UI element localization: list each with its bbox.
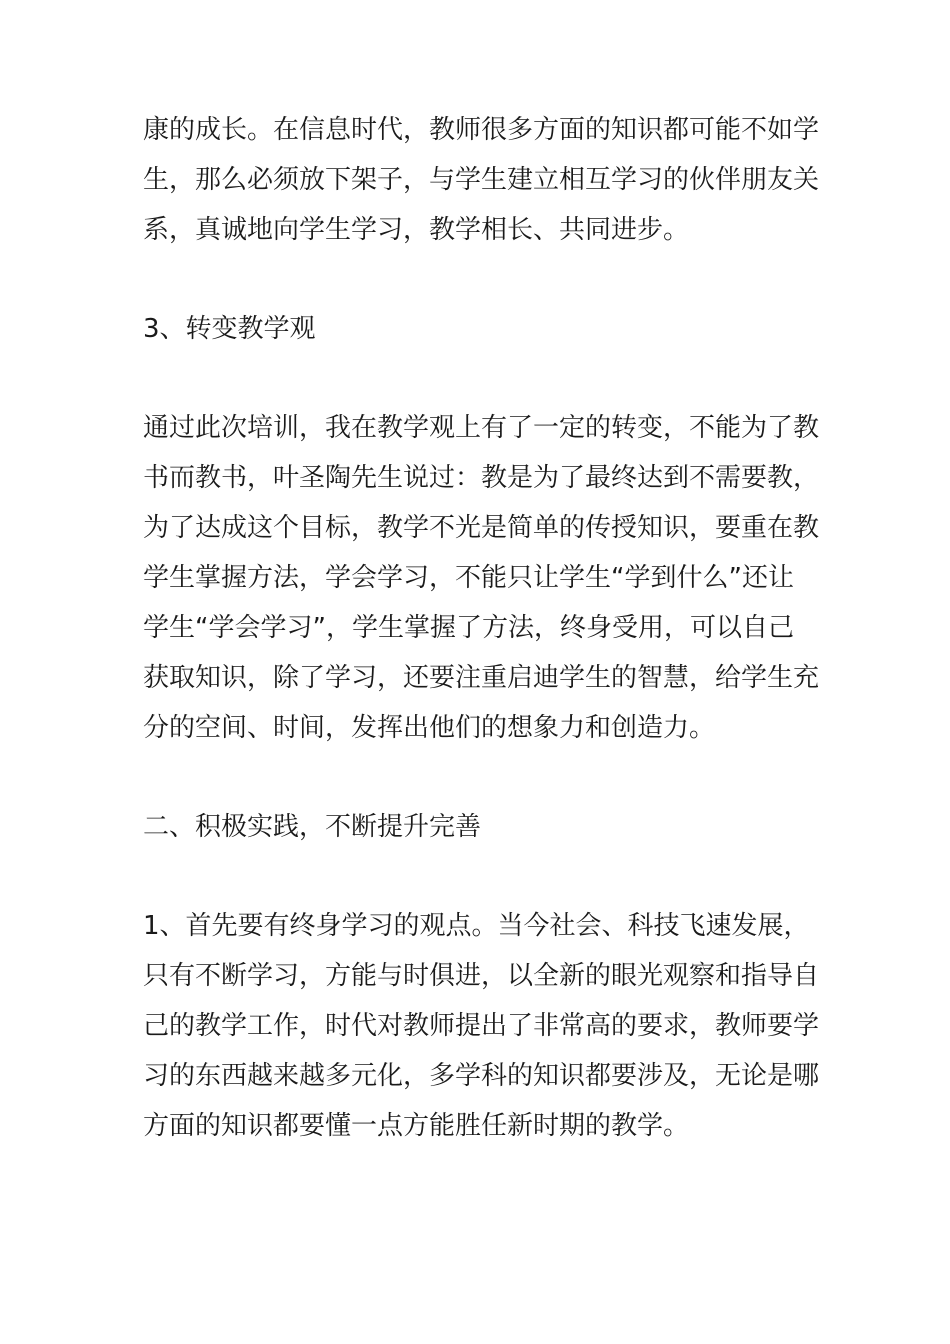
- text-line: 习的东西越来越多元化，多学科的知识都要涉及，无论是哪: [143, 1061, 820, 1091]
- paragraph-3: [143, 901, 823, 1151]
- text-line: 分的空间、时间，发挥出他们的想象力和创造力。: [143, 713, 716, 743]
- text-line: 学生掌握方法，学会学习，不能只让学生“学到什么”还让: [143, 563, 794, 593]
- text-line: 生，那么必须放下架子，与学生建立相互学习的伙伴朋友关: [143, 165, 820, 195]
- text-line: 只有不断学习，方能与时俱进，以全新的眼光观察和指导自: [143, 961, 820, 991]
- heading-line: 3、转变教学观: [143, 314, 316, 344]
- text-line: 书而教书，叶圣陶先生说过：教是为了最终达到不需要教，: [143, 463, 820, 493]
- text-line: 系，真诚地向学生学习，教学相长、共同进步。: [143, 215, 690, 245]
- text-line: 1、首先要有终身学习的观点。当今社会、科技飞速发展，: [143, 911, 810, 941]
- paragraph-2: [143, 403, 823, 753]
- paragraph-1: [143, 105, 823, 255]
- section-heading-2: [143, 802, 823, 852]
- text-line: 己的教学工作，时代对教师提出了非常高的要求，教师要学: [143, 1011, 820, 1041]
- text-line: 获取知识，除了学习，还要注重启迪学生的智慧，给学生充: [143, 663, 820, 693]
- heading-line: 二、积极实践，不断提升完善: [143, 812, 482, 842]
- section-heading-3: [143, 304, 823, 354]
- text-line: 学生“学会学习”，学生掌握了方法，终身受用，可以自己: [143, 613, 794, 643]
- text-line: 为了达成这个目标，教学不光是简单的传授知识，要重在教: [143, 513, 820, 543]
- text-line: 方面的知识都要懂一点方能胜任新时期的教学。: [143, 1111, 690, 1141]
- text-line: 通过此次培训，我在教学观上有了一定的转变，不能为了教: [143, 413, 820, 443]
- text-line: 康的成长。在信息时代，教师很多方面的知识都可能不如学: [143, 115, 820, 145]
